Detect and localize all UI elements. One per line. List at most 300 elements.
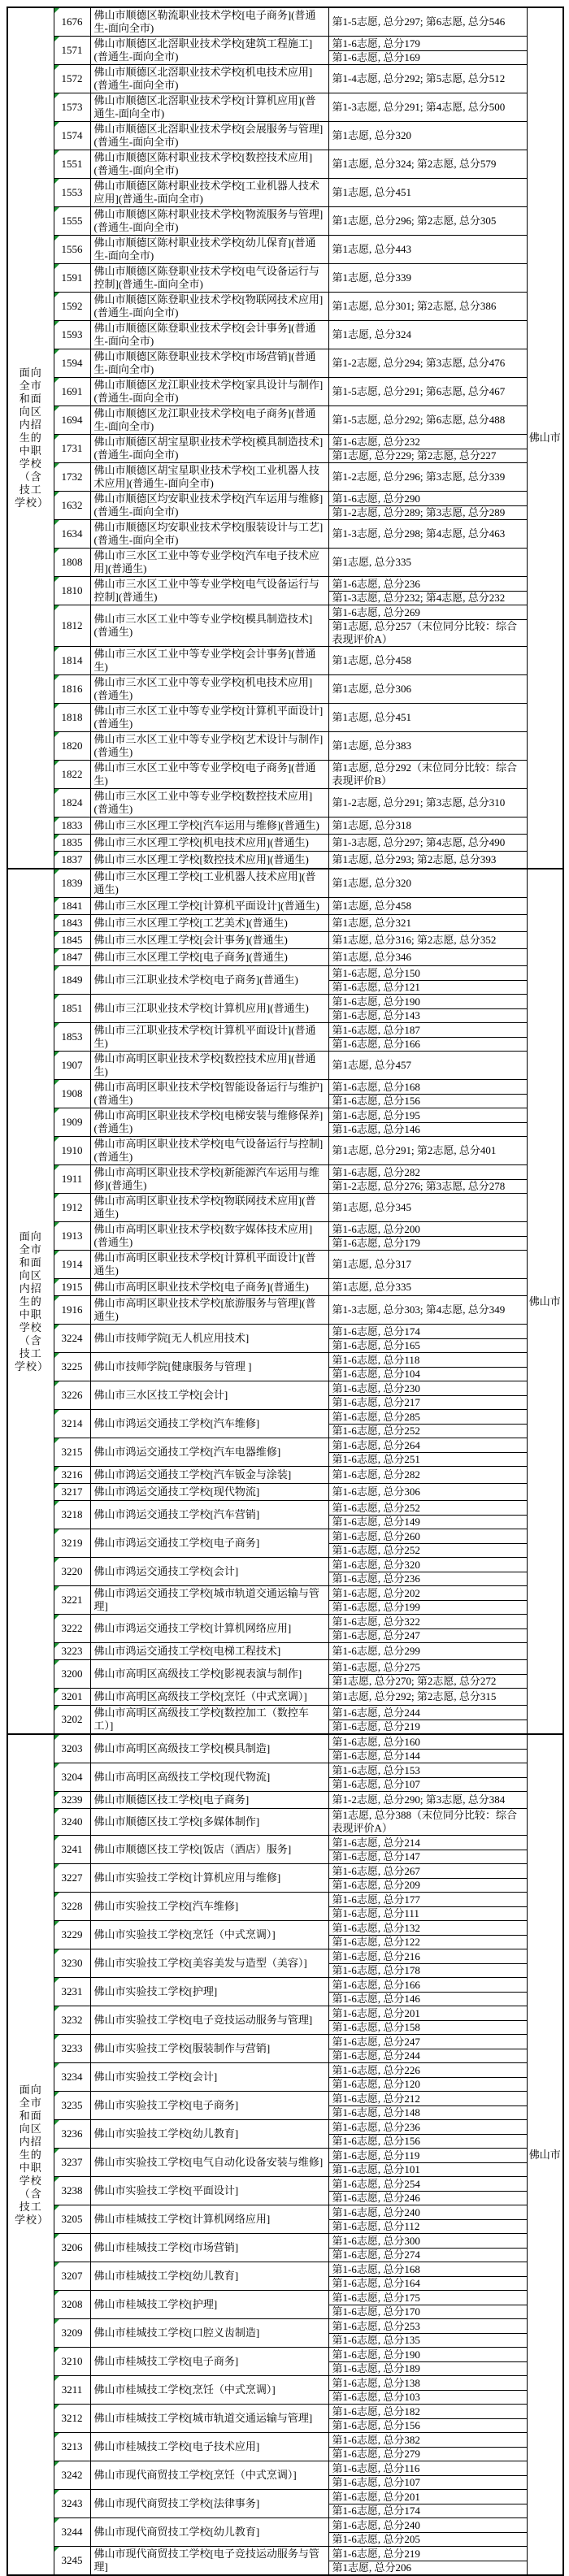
- score-line: 第1-6志愿, 总分146: [329, 1992, 527, 2006]
- score-cell: [328, 549, 527, 577]
- code-cell: [54, 1586, 90, 1615]
- school-cell: 佛山市三水区工业中等专业学校[计算机平面设计](普通生): [90, 704, 328, 732]
- score-line: 第1-6志愿, 总分156: [329, 1094, 527, 1108]
- score-line: 第1志愿, 总分292（末位同分比较：综合表现评价B）: [332, 761, 518, 787]
- code-cell: [54, 264, 90, 293]
- score-line: 第1-6志愿, 总分230: [332, 1381, 420, 1394]
- cell-corner-marker-icon: [54, 2405, 59, 2409]
- cell-corner-marker-icon: [54, 2376, 59, 2381]
- score-line: 第1-6志愿, 总分190: [332, 995, 420, 1008]
- code-cell: [54, 492, 90, 520]
- code-cell: [54, 435, 90, 463]
- code-text: 3216: [61, 1468, 83, 1481]
- table-row: [7, 122, 563, 150]
- score-cell: [328, 150, 527, 179]
- school-cell: 佛山市鸿运交通技工学校[计算机网络应用]: [90, 1615, 328, 1643]
- school-cell: 佛山市三水区理工学校[电子商务](普通生): [90, 949, 328, 966]
- school-cell: 佛山市桂城技工学校[烹饪（中式烹调）]: [90, 2376, 328, 2405]
- score-line: 第1-6志愿, 总分247: [329, 1628, 527, 1642]
- score-cell: [328, 1734, 527, 1763]
- code-text: 1851: [61, 1002, 83, 1014]
- code-cell: [54, 2319, 90, 2348]
- score-line: 第1-6志愿, 总分160: [332, 1735, 420, 1748]
- score-line: 第1志愿, 总分458: [332, 654, 412, 666]
- code-cell: [54, 122, 90, 150]
- cell-corner-marker-icon: [54, 1689, 59, 1693]
- cell-corner-marker-icon: [54, 932, 59, 937]
- code-text: 1843: [61, 917, 83, 929]
- code-text: 1573: [61, 101, 83, 113]
- score-cell: [328, 435, 527, 463]
- city-cell: 佛山市: [527, 869, 563, 1734]
- score-cell: [328, 2234, 527, 2262]
- cell-corner-marker-icon: [54, 2262, 59, 2267]
- code-cell: [54, 2092, 90, 2120]
- score-line: 第1-6志愿, 总分135: [329, 2333, 527, 2347]
- score-line: 第1-6志愿, 总分169: [329, 50, 527, 64]
- cell-corner-marker-icon: [54, 1137, 59, 1142]
- code-cell: [54, 1836, 90, 1864]
- code-cell: [54, 1325, 90, 1353]
- score-line: 第1-6志愿, 总分144: [329, 1749, 527, 1763]
- score-line: 第1志愿, 总分339: [332, 271, 412, 284]
- code-cell: [54, 1689, 90, 1706]
- table-row: [7, 2063, 563, 2092]
- score-line: 第1志愿, 总分318: [332, 819, 412, 831]
- code-text: 1593: [61, 328, 83, 340]
- score-line: 第1-6志愿, 总分214: [332, 1836, 420, 1849]
- score-cell: [328, 1165, 527, 1194]
- score-cell: [328, 732, 527, 761]
- code-cell: [54, 966, 90, 995]
- score-line: 第1-6志愿, 总分285: [332, 1410, 420, 1423]
- school-cell: 佛山市三水区工业中等专业学校[机电技术应用](普通生): [90, 675, 328, 704]
- score-line: 第1-6志愿, 总分156: [329, 2418, 527, 2432]
- cell-corner-marker-icon: [54, 349, 59, 354]
- code-text: 3210: [61, 2355, 83, 2367]
- school-cell: 佛山市高明区高级技工学校[模具制造]: [90, 1734, 328, 1763]
- score-line: 第1志愿, 总分388（末位同分比较：综合表现评价A）: [332, 1809, 518, 1834]
- cell-corner-marker-icon: [54, 2490, 59, 2495]
- code-text: 3228: [61, 1900, 83, 1912]
- cell-corner-marker-icon: [54, 1484, 59, 1489]
- score-line: 第1-6志愿, 总分251: [329, 1452, 527, 1466]
- table-row: [7, 1108, 563, 1137]
- section: [7, 869, 563, 1734]
- score-cell: [328, 2120, 527, 2149]
- table-row: [7, 1381, 563, 1410]
- score-line: 第1-3志愿, 总分232; 第4志愿, 总分232: [329, 591, 527, 605]
- table-row: [7, 1893, 563, 1921]
- table-row: [7, 1438, 563, 1467]
- table-row: [7, 1501, 563, 1529]
- score-line: 第1志愿, 总分443: [332, 243, 412, 255]
- code-cell: [54, 1251, 90, 1279]
- code-cell: [54, 1501, 90, 1529]
- table-row: [7, 378, 563, 406]
- code-text: 1822: [61, 768, 83, 780]
- score-line: 第1-6志愿, 总分226: [332, 2063, 420, 2076]
- code-text: 1908: [61, 1087, 83, 1099]
- school-cell: 佛山市顺德区陈村职业技术学校[物流服务与管理](普通生-面向全市): [90, 207, 328, 236]
- table-row: [7, 1763, 563, 1792]
- score-cell: [328, 2205, 527, 2234]
- score-line: 第1-6志愿, 总分279: [329, 2447, 527, 2461]
- table-row: [7, 1615, 563, 1643]
- score-cell: [328, 1558, 527, 1586]
- score-line: 第1-2志愿, 总分296; 第3志愿, 总分339: [332, 471, 506, 483]
- score-line: 第1-2志愿, 总分291; 第3志愿, 总分310: [332, 796, 506, 809]
- code-cell: [54, 1864, 90, 1893]
- school-cell: 佛山市三水区理工学校[计算机平面设计](普通生): [90, 898, 328, 915]
- score-cell: [328, 406, 527, 435]
- score-cell: [328, 605, 527, 647]
- school-cell: 佛山市三水区工业中等专业学校[电子商务](普通生): [90, 761, 328, 789]
- score-cell: [328, 1660, 527, 1689]
- table-row: [7, 2376, 563, 2405]
- table-row: [7, 2262, 563, 2291]
- code-cell: [54, 2149, 90, 2177]
- code-text: 3232: [61, 2014, 83, 2026]
- cell-corner-marker-icon: [54, 264, 59, 269]
- cell-corner-marker-icon: [54, 1222, 59, 1227]
- city-cell: 佛山市: [527, 7, 563, 869]
- table-row: [7, 2092, 563, 2120]
- score-line: 第1-6志愿, 总分168: [332, 1080, 420, 1093]
- table-row: [7, 1410, 563, 1438]
- school-cell: 佛山市高明区高级技工学校[影视表演与制作]: [90, 1660, 328, 1689]
- school-cell: 佛山市三水区理工学校[汽车运用与维修](普通生): [90, 817, 328, 835]
- code-text: 3235: [61, 2099, 83, 2111]
- school-cell: 佛山市顺德区技工学校[饭店（酒店）服务]: [90, 1836, 328, 1864]
- cell-corner-marker-icon: [54, 2063, 59, 2068]
- table-row: [7, 37, 563, 65]
- code-text: 3227: [61, 1871, 83, 1884]
- cell-corner-marker-icon: [54, 1792, 59, 1797]
- score-line: 第1-6志愿, 总分170: [329, 2305, 527, 2318]
- school-cell: 佛山市顺德区胡宝星职业技术学校[模具制造技术](普通生-面向全市): [90, 435, 328, 463]
- score-cell: [328, 1023, 527, 1052]
- score-cell: [328, 869, 527, 898]
- table-row: [7, 704, 563, 732]
- score-cell: [328, 966, 527, 995]
- code-text: 1731: [61, 442, 83, 454]
- school-cell: 佛山市鸿运交通技工学校[电梯工程技术]: [90, 1643, 328, 1660]
- code-cell: [54, 1222, 90, 1251]
- school-cell: 佛山市实验技工学校[美容美发与造型（美容）]: [90, 1949, 328, 1978]
- score-cell: [328, 349, 527, 378]
- score-cell: [328, 1080, 527, 1108]
- table-row: [7, 293, 563, 321]
- code-cell: [54, 949, 90, 966]
- score-line: 第1志愿, 总分457: [332, 1059, 412, 1071]
- code-text: 3218: [61, 1508, 83, 1520]
- code-text: 1818: [61, 711, 83, 723]
- table-row: [7, 1836, 563, 1864]
- score-line: 第1-6志愿, 总分212: [332, 2092, 420, 2105]
- code-text: 3226: [61, 1389, 83, 1401]
- code-text: 3222: [61, 1622, 83, 1634]
- table-row: [7, 1325, 563, 1353]
- score-line: 第1-6志愿, 总分174: [329, 2504, 527, 2517]
- code-text: 1555: [61, 215, 83, 227]
- score-cell: [328, 2518, 527, 2547]
- school-cell: 佛山市鸿运交通技工学校[城市轨道交通运输与管理]: [90, 1586, 328, 1615]
- cell-corner-marker-icon: [54, 1165, 59, 1170]
- code-cell: [54, 577, 90, 605]
- school-cell: 佛山市鸿运交通技工学校[汽车维修]: [90, 1410, 328, 1438]
- school-cell: 佛山市顺德区陈村职业技术学校[工业机器人技术应用](普通生-面向全市): [90, 179, 328, 207]
- score-cell: [328, 207, 527, 236]
- table-row: [7, 1194, 563, 1222]
- school-cell: 佛山市实验技工学校[服装制作与营销]: [90, 2035, 328, 2063]
- table-row: [7, 2205, 563, 2234]
- code-text: 3203: [61, 1742, 83, 1754]
- score-line: 第1-6志愿, 总分121: [329, 980, 527, 994]
- table-row: [7, 1864, 563, 1893]
- score-line: 第1-2志愿, 总分290; 第3志愿, 总分384: [332, 1793, 506, 1806]
- school-cell: 佛山市桂城技工学校[护理]: [90, 2291, 328, 2319]
- cell-corner-marker-icon: [54, 1325, 59, 1329]
- score-cell: [328, 1325, 527, 1353]
- code-text: 3233: [61, 2042, 83, 2054]
- code-text: 3213: [61, 2440, 83, 2452]
- table-row: [7, 435, 563, 463]
- score-cell: [328, 761, 527, 789]
- code-text: 3221: [61, 1594, 83, 1606]
- code-text: 3243: [61, 2497, 83, 2509]
- score-line: 第1-6志愿, 总分320: [332, 1558, 420, 1571]
- score-cell: [328, 647, 527, 675]
- code-text: 1853: [61, 1030, 83, 1043]
- cell-corner-marker-icon: [54, 2547, 59, 2552]
- code-text: 1571: [61, 44, 83, 56]
- score-line: 第1-6志愿, 总分282: [332, 1165, 420, 1178]
- table-row: [7, 406, 563, 435]
- school-cell: 佛山市高明区职业技术学校[智能设备运行与维护](普通生): [90, 1080, 328, 1108]
- section: [7, 1734, 563, 2575]
- code-cell: [54, 2291, 90, 2319]
- cell-corner-marker-icon: [54, 2319, 59, 2324]
- score-cell: [328, 1108, 527, 1137]
- code-text: 3219: [61, 1537, 83, 1549]
- score-line: 第1-6志愿, 总分177: [332, 1893, 420, 1906]
- score-cell: [328, 995, 527, 1023]
- school-cell: 佛山市顺德区北滘职业技术学校[机电技术应用](普通生-面向全市): [90, 65, 328, 93]
- cell-corner-marker-icon: [54, 2291, 59, 2296]
- score-cell: [328, 236, 527, 264]
- table-row: [7, 1809, 563, 1836]
- score-line: 第1-6志愿, 总分101: [329, 2162, 527, 2176]
- table-row: [7, 1558, 563, 1586]
- score-line: 第1-5志愿, 总分292; 第6志愿, 总分488: [332, 414, 506, 426]
- score-line: 第1-6志愿, 总分149: [329, 1515, 527, 1529]
- table-row: [7, 2547, 563, 2576]
- school-cell: 佛山市实验技工学校[电气自动化设备安装与维修]: [90, 2149, 328, 2177]
- table-row: [7, 1792, 563, 1809]
- school-cell: 佛山市顺德区陈村职业技术学校[数控技术应用](普通生-面向全市): [90, 150, 328, 179]
- school-cell: 佛山市桂城技工学校[市场营销]: [90, 2234, 328, 2262]
- cell-corner-marker-icon: [54, 122, 59, 127]
- school-cell: 佛山市顺德区陈登职业技术学校[物联网技术应用](普通生-面向全市): [90, 293, 328, 321]
- cell-corner-marker-icon: [54, 1615, 59, 1620]
- school-cell: 佛山市实验技工学校[幼儿教育]: [90, 2120, 328, 2149]
- school-cell: 佛山市高明区职业技术学校[计算机平面设计](普通生): [90, 1251, 328, 1279]
- code-cell: [54, 2433, 90, 2461]
- code-text: 1913: [61, 1229, 83, 1242]
- score-cell: [328, 1643, 527, 1660]
- score-cell: [328, 2490, 527, 2518]
- school-cell: 佛山市三水区工业中等专业学校[汽车电子技术应用](普通生): [90, 549, 328, 577]
- school-cell: 佛山市鸿运交通技工学校[汽车电器维修]: [90, 1438, 328, 1467]
- cell-corner-marker-icon: [54, 1410, 59, 1415]
- code-text: 1556: [61, 243, 83, 255]
- code-text: 3204: [61, 1771, 83, 1783]
- code-cell: [54, 65, 90, 93]
- score-line: 第1-2志愿, 总分276; 第3志愿, 总分278: [329, 1179, 527, 1193]
- score-line: 第1-6志愿, 总分299: [332, 1645, 420, 1657]
- school-cell: 佛山市顺德区龙江职业技术学校[家具设计与制作](普通生-面向全市): [90, 378, 328, 406]
- code-cell: [54, 2006, 90, 2035]
- code-text: 1691: [61, 385, 83, 397]
- score-line: 第1-2志愿, 总分289; 第3志愿, 总分289: [329, 505, 527, 519]
- cell-corner-marker-icon: [54, 150, 59, 155]
- score-line: 第1-6志愿, 总分240: [332, 2205, 420, 2218]
- code-cell: [54, 869, 90, 898]
- school-cell: 佛山市桂城技工学校[电子商务]: [90, 2348, 328, 2376]
- school-cell: 佛山市顺德区陈登职业技术学校[会计事务](普通生-面向全市): [90, 321, 328, 349]
- table-row: [7, 2234, 563, 2262]
- code-cell: [54, 93, 90, 122]
- cell-corner-marker-icon: [54, 2092, 59, 2097]
- code-cell: [54, 605, 90, 647]
- code-text: 1574: [61, 129, 83, 141]
- score-line: 第1-3志愿, 总分298; 第4志愿, 总分463: [332, 527, 506, 540]
- score-line: 第1-6志愿, 总分153: [332, 1763, 420, 1776]
- score-cell: [328, 2461, 527, 2490]
- code-text: 1810: [61, 584, 83, 596]
- code-cell: [54, 1080, 90, 1108]
- table-row: [7, 2348, 563, 2376]
- table-row: [7, 577, 563, 605]
- school-cell: 佛山市实验技工学校[电子竞技运动服务与管理]: [90, 2006, 328, 2035]
- score-line: 第1-6志愿, 总分252: [329, 1543, 527, 1557]
- code-cell: [54, 647, 90, 675]
- code-cell: [54, 1615, 90, 1643]
- score-cell: [328, 321, 527, 349]
- score-line: 第1-6志愿, 总分168: [332, 2262, 420, 2275]
- cell-corner-marker-icon: [54, 1706, 59, 1711]
- cell-corner-marker-icon: [54, 1381, 59, 1386]
- score-line: 第1-6志愿, 总分156: [329, 2134, 527, 2148]
- code-text: 1839: [61, 877, 83, 889]
- code-cell: [54, 2035, 90, 2063]
- code-text: 1909: [61, 1116, 83, 1128]
- code-text: 1912: [61, 1201, 83, 1213]
- score-cell: [328, 93, 527, 122]
- cell-corner-marker-icon: [54, 1893, 59, 1897]
- table-row: [7, 605, 563, 647]
- school-cell: 佛山市顺德区均安职业技术学校[服装设计与工艺](普通生-面向全市): [90, 520, 328, 549]
- code-text: 1845: [61, 934, 83, 946]
- code-cell: [54, 1467, 90, 1484]
- code-cell: [54, 179, 90, 207]
- score-cell: [328, 293, 527, 321]
- table-row: [7, 2319, 563, 2348]
- code-cell: [54, 2547, 90, 2576]
- code-text: 1816: [61, 683, 83, 695]
- table-row: [7, 1023, 563, 1052]
- table-row: [7, 1052, 563, 1080]
- code-cell: [54, 378, 90, 406]
- score-cell: [328, 2149, 527, 2177]
- code-cell: [54, 150, 90, 179]
- score-line: 第1-6志愿, 总分267: [332, 1864, 420, 1877]
- code-text: 3215: [61, 1446, 83, 1458]
- score-cell: [328, 2376, 527, 2405]
- table-row: [7, 869, 563, 898]
- score-line: 第1-6志愿, 总分182: [332, 2405, 420, 2418]
- score-cell: [328, 463, 527, 492]
- score-line: 第1-6志愿, 总分219: [332, 2547, 420, 2560]
- cell-corner-marker-icon: [54, 789, 59, 794]
- code-cell: [54, 1949, 90, 1978]
- score-line: 第1志愿, 总分458: [332, 900, 412, 912]
- code-text: 1841: [61, 900, 83, 912]
- score-cell: [328, 2405, 527, 2433]
- score-line: 第1-6志愿, 总分260: [332, 1529, 420, 1542]
- score-line: 第1-6志愿, 总分179: [332, 37, 420, 50]
- score-cell: [328, 1586, 527, 1615]
- score-cell: [328, 1410, 527, 1438]
- score-line: 第1-6志愿, 总分164: [329, 2276, 527, 2290]
- score-line: 第1-6志愿, 总分178: [329, 1963, 527, 1977]
- cell-corner-marker-icon: [54, 321, 59, 326]
- code-text: 1911: [61, 1173, 83, 1185]
- score-line: 第1-6志愿, 总分187: [332, 1023, 420, 1036]
- cell-corner-marker-icon: [54, 2433, 59, 2438]
- code-cell: [54, 915, 90, 932]
- score-line: 第1-6志愿, 总分202: [332, 1586, 420, 1599]
- score-cell: [328, 1296, 527, 1325]
- table-row: [7, 789, 563, 817]
- school-cell: 佛山市现代商贸技工学校[法律事务]: [90, 2490, 328, 2518]
- score-cell: [328, 122, 527, 150]
- school-cell: 佛山市顺德区陈村职业技术学校[幼儿保育](普通生-面向全市): [90, 236, 328, 264]
- school-cell: 佛山市高明区职业技术学校[电子商务](普通生): [90, 1279, 328, 1296]
- code-cell: [54, 1643, 90, 1660]
- code-text: 3245: [61, 2554, 83, 2566]
- score-cell: [328, 1353, 527, 1381]
- code-cell: [54, 1893, 90, 1921]
- code-text: 3223: [61, 1645, 83, 1657]
- school-cell: 佛山市高明区职业技术学校[新能源汽车运用与维修](普通生): [90, 1165, 328, 1194]
- school-cell: 佛山市顺德区勒流职业技术学校[电子商务](普通生-面向全市): [90, 7, 328, 37]
- table-row: [7, 207, 563, 236]
- score-line: 第1-6志愿, 总分252: [329, 1424, 527, 1438]
- code-cell: [54, 2348, 90, 2376]
- score-line: 第1志愿, 总分296; 第2志愿, 总分305: [332, 215, 497, 227]
- school-cell: 佛山市高明区职业技术学校[数字媒体技术应用](普通生): [90, 1222, 328, 1251]
- score-cell: [328, 1893, 527, 1921]
- table-row: [7, 492, 563, 520]
- table-row: [7, 520, 563, 549]
- score-line: 第1志愿, 总分345: [332, 1201, 412, 1213]
- code-cell: [54, 1353, 90, 1381]
- school-cell: 佛山市顺德区技工学校[多媒体制作]: [90, 1809, 328, 1836]
- cell-corner-marker-icon: [54, 1763, 59, 1768]
- code-cell: [54, 1706, 90, 1735]
